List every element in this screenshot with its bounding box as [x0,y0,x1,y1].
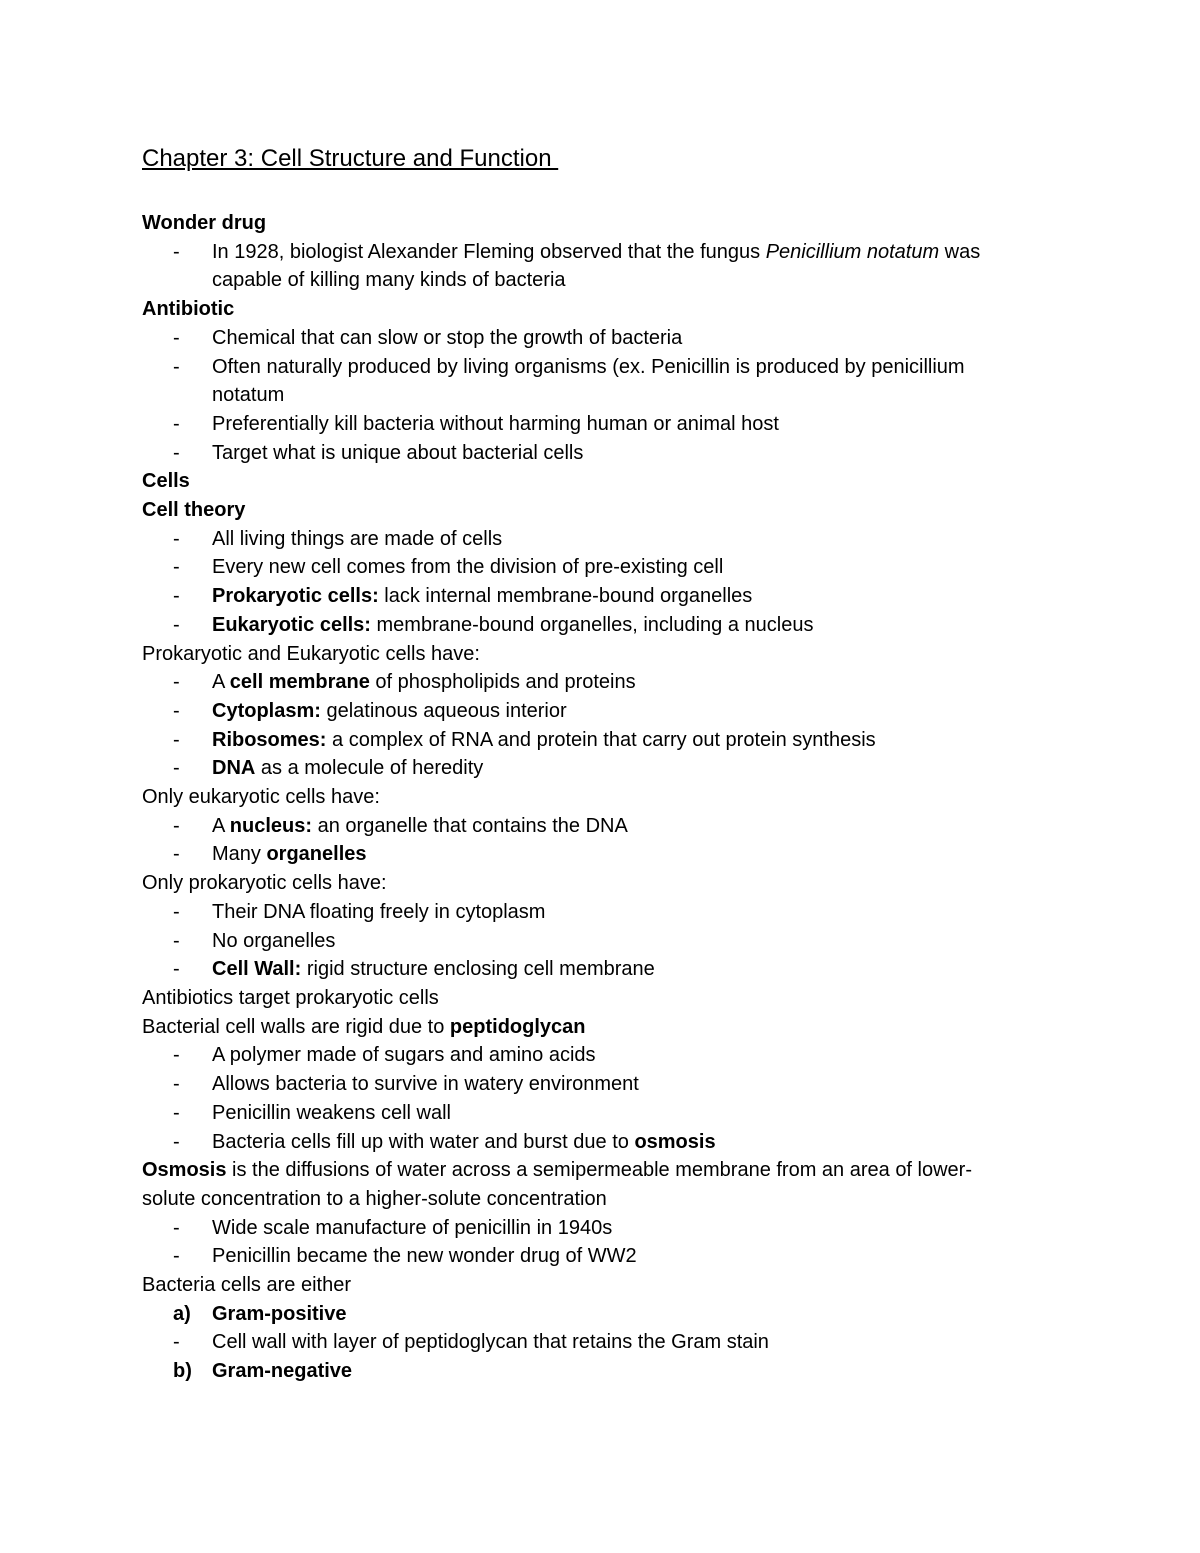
term: peptidoglycan [449,1015,586,1038]
item-text: Gram-negative [212,1360,353,1383]
item-text: A [212,671,230,694]
item-text: A [212,814,230,837]
list-item [142,410,1072,439]
section-heading-cells: Cells [142,470,190,493]
item-text: gelatinous aqueous interior [320,699,567,722]
item-text: Preferentially kill bacteria without harming human or animal host [212,412,779,435]
bullet-dash: - [173,1216,180,1239]
paragraph-line: Antibiotics target prokaryotic cells [142,986,439,1009]
list-item [142,582,1072,611]
term: Eukaryotic cells: [212,613,371,636]
bullet-dash: - [173,613,180,636]
item-text: In 1928, biologist Alexander Fleming observed that the fungus [212,240,766,263]
list-item [142,726,1072,755]
bullet-dash: - [173,1130,180,1153]
term: organelles [266,843,367,866]
bullet-dash: - [173,1331,180,1354]
species-name: Penicillium notatum [765,240,940,263]
list-letter: a) [173,1302,191,1325]
subheading: Bacteria cells are either [142,1274,351,1297]
item-text: rigid structure enclosing cell membrane [301,958,655,981]
bullet-dash: - [173,240,180,263]
list-item [142,611,1072,640]
item-text: No organelles [212,929,336,952]
lettered-item [142,1357,1072,1386]
list-item [142,668,1072,697]
list-item [142,353,1072,382]
term: Cytoplasm: [212,699,321,722]
term: Osmosis [142,1159,227,1182]
section-heading-wonder-drug: Wonder drug [142,212,267,234]
bullet-dash: - [173,1245,180,1268]
list-item [142,1041,1072,1070]
list-letter: b) [173,1360,192,1383]
bullet-dash: - [173,326,180,349]
list-item [142,955,1072,984]
item-text: A polymer made of sugars and amino acids [212,1044,596,1067]
bullet-dash: - [173,843,180,866]
bullet-dash: - [173,814,180,837]
item-text: All living things are made of cells [212,527,503,550]
list-item [142,1070,1072,1099]
notes-body [142,209,1072,1386]
item-text: Many [212,843,267,866]
subheading: Only prokaryotic cells have: [142,872,387,895]
paragraph-line [142,1156,1072,1185]
item-text: is the diffusions of water across a semipermeable membrane from an area of lower- [226,1159,973,1182]
item-text: Penicillin became the new wonder drug of WW2 [212,1245,637,1268]
list-item [142,525,1072,554]
bullet-dash: - [173,1044,180,1067]
bullet-dash: - [173,671,180,694]
section-heading-cell-theory: Cell theory [142,499,246,522]
item-text: an organelle that contains the DNA [312,814,628,837]
item-text: membrane-bound organelles, including a nucleus [370,613,814,636]
list-item [142,324,1072,353]
bullet-dash: - [173,585,180,608]
list-item [142,1242,1072,1271]
bullet-dash: - [173,958,180,981]
bullet-dash: - [173,699,180,722]
term: Prokaryotic cells: [212,585,379,608]
item-text: Bacterial cell walls are rigid due to [142,1015,450,1038]
paragraph-line: solute concentration to a higher-solute concentration [142,1187,607,1210]
list-item [142,1214,1072,1243]
bullet-dash: - [173,757,180,780]
lettered-item [142,1300,1072,1329]
list-item [142,754,1072,783]
term: Cell Wall: [212,958,302,981]
list-item [142,898,1072,927]
bullet-dash: - [173,929,180,952]
bullet-dash: - [173,355,180,378]
bullet-dash: - [173,441,180,464]
bullet-dash: - [173,1073,180,1096]
list-item [142,1099,1072,1128]
item-text: Wide scale manufacture of penicillin in 1940s [212,1216,613,1239]
item-text: of phospholipids and proteins [369,671,636,694]
bullet-dash: - [173,412,180,435]
subheading: Prokaryotic and Eukaryotic cells have: [142,642,480,665]
item-text: notatum [212,384,285,407]
paragraph-line [142,1013,1072,1042]
section-heading-antibiotic: Antibiotic [142,298,235,321]
item-text: capable of killing many kinds of bacteria [212,269,566,292]
item-text: Every new cell comes from the division of pre-existing cell [212,556,724,579]
list-item [142,553,1072,582]
bullet-dash: - [173,900,180,923]
list-item [142,1328,1072,1357]
list-item-continuation [142,381,1072,410]
item-text: was [939,240,981,263]
subheading: Only eukaryotic cells have: [142,786,380,809]
item-text: a complex of RNA and protein that carry out protein synthesis [326,728,876,751]
list-item [142,697,1072,726]
item-text: Gram-positive [212,1302,347,1325]
bullet-dash: - [173,527,180,550]
list-item [142,1128,1072,1157]
term: nucleus: [229,814,313,837]
term: DNA [212,757,256,780]
item-text: Their DNA floating freely in cytoplasm [212,900,546,923]
item-text: Bacteria cells fill up with water and burst due to [212,1130,635,1153]
list-item-continuation [142,266,1072,295]
item-text: Target what is unique about bacterial cells [212,441,584,464]
bullet-dash: - [173,728,180,751]
term: cell membrane [229,671,370,694]
list-item [142,927,1072,956]
term: osmosis [634,1130,716,1153]
item-text: Often naturally produced by living organisms (ex. Penicillin is produced by penicillium [212,355,965,378]
list-item [142,439,1072,468]
bullet-dash: - [173,556,180,579]
list-item [142,840,1072,869]
item-text: Chemical that can slow or stop the growth of bacteria [212,326,683,349]
item-text: Allows bacteria to survive in watery environment [212,1073,639,1096]
list-item [142,812,1072,841]
item-text: as a molecule of heredity [255,757,484,780]
list-item [142,238,1072,267]
item-text: Penicillin weakens cell wall [212,1101,451,1124]
bullet-dash: - [173,1101,180,1124]
page-title: Chapter 3: Cell Structure and Function [142,145,559,172]
term: Ribosomes: [212,728,327,751]
item-text: Cell wall with layer of peptidoglycan that retains the Gram stain [212,1331,769,1354]
item-text: lack internal membrane-bound organelles [378,585,753,608]
